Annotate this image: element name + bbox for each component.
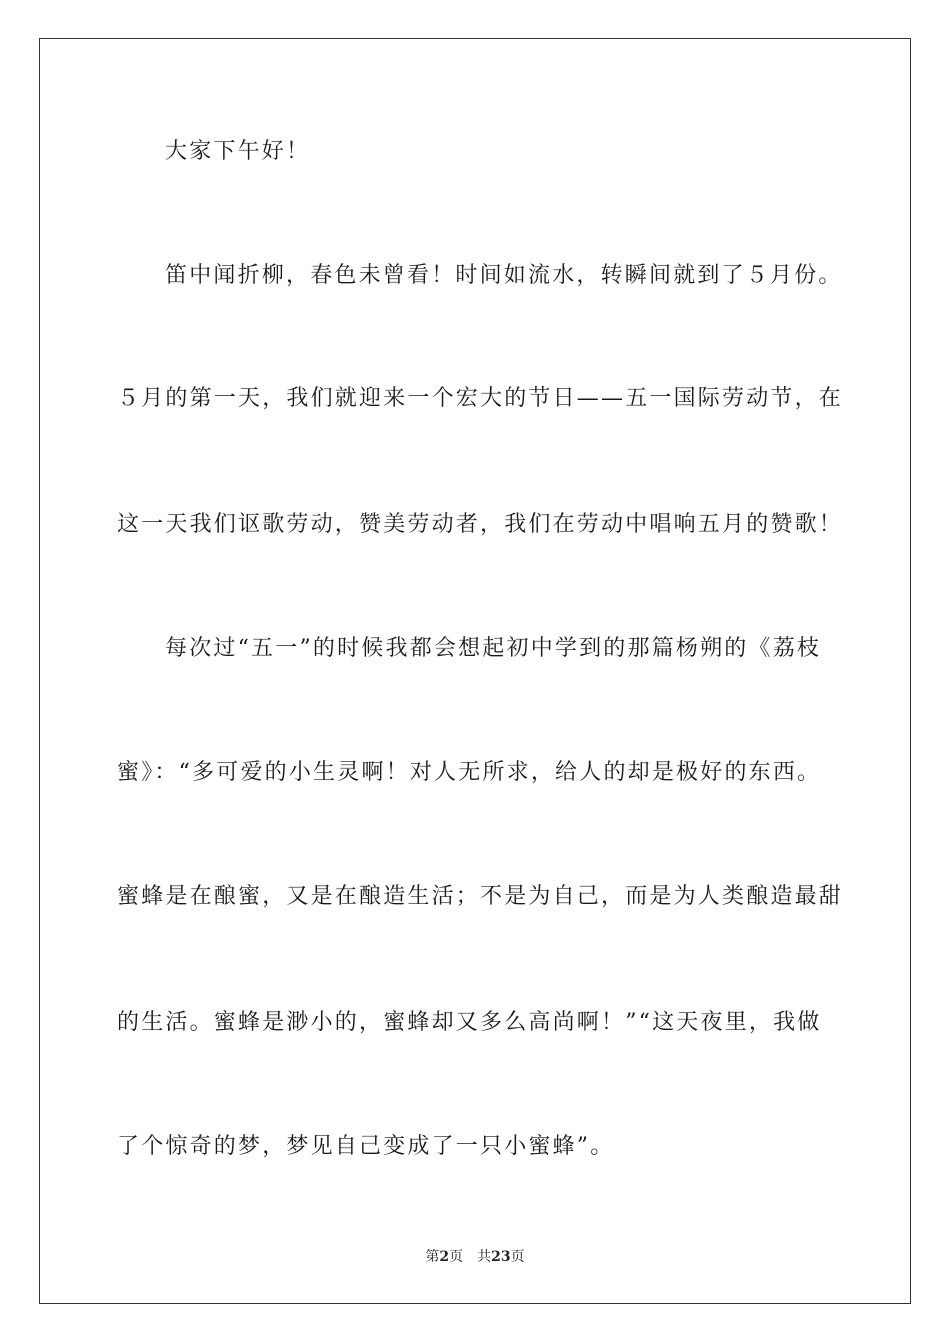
paragraph-line: 蜜蜂是在酿蜜，又是在酿造生活；不是为自己，而是为人类酿造最甜 (117, 884, 844, 909)
page-border (39, 38, 911, 1304)
page-suffix: 页 (449, 1249, 464, 1265)
paragraph-line: 笛中闻折柳，春色未曾看！时间如流水，转瞬间就到了５月份。 (165, 263, 843, 288)
paragraph-line: 的生活。蜜蜂是渺小的，蜜蜂却又多么高尚啊！”“这天夜里，我做 (117, 1010, 822, 1035)
total-prefix: 共 (477, 1249, 492, 1265)
paragraph-line: ５月的第一天，我们就迎来一个宏大的节日——五一国际劳动节，在 (117, 386, 844, 411)
total-pages: 23 (491, 1249, 511, 1265)
page-prefix: 第 (425, 1249, 440, 1265)
paragraph-line: 这一天我们讴歌劳动，赞美劳动者，我们在劳动中唱响五月的赞歌！ (117, 512, 844, 537)
page-number: 2 (439, 1249, 450, 1265)
paragraph-greeting: 大家下午好！ (165, 139, 311, 164)
total-suffix: 页 (510, 1249, 525, 1265)
page-footer (0, 1248, 950, 1266)
paragraph-line: 了个惊奇的梦，梦见自己变成了一只小蜜蜂”。 (117, 1134, 615, 1159)
paragraph-line: 蜜》：“多可爱的小生灵啊！对人无所求，给人的却是极好的东西。 (117, 760, 822, 785)
paragraph-line: 每次过“五一”的时候我都会想起初中学到的那篇杨朔的《荔枝 (165, 636, 822, 661)
